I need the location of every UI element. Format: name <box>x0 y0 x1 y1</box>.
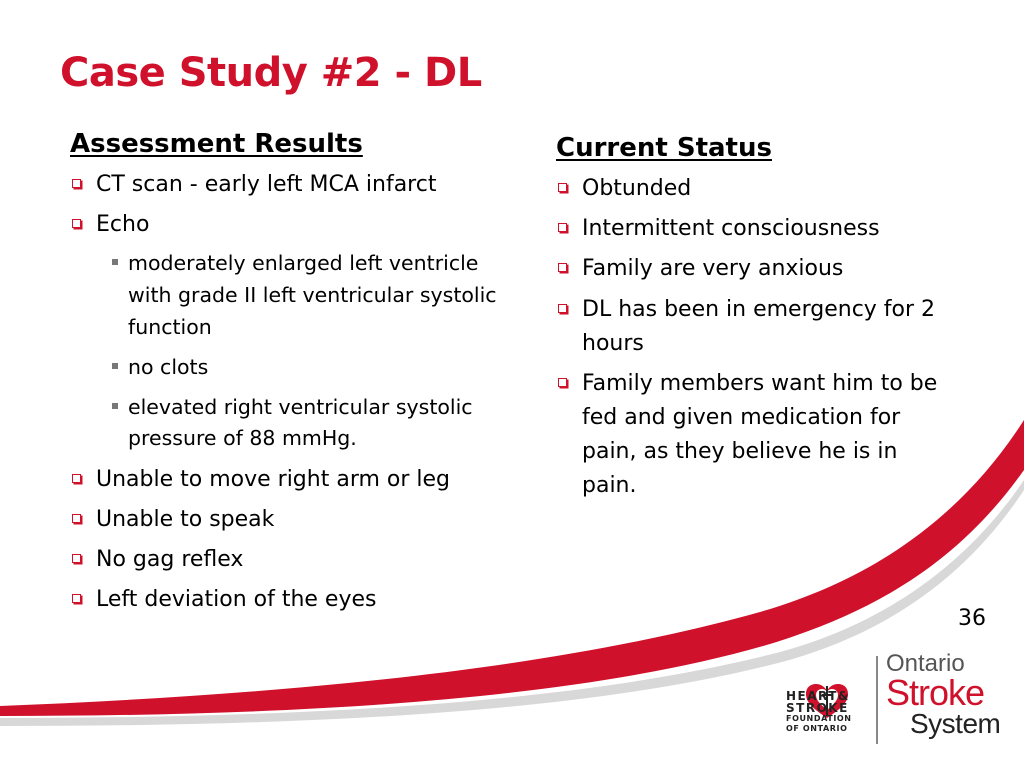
list-item <box>70 543 510 577</box>
small-square-bullet-icon <box>112 363 118 369</box>
list-item <box>556 252 956 286</box>
sublist-item-text: moderately enlarged left ventricle with grade II left ventricular systolic function <box>128 251 497 340</box>
list-item-text: Echo <box>96 212 150 238</box>
list-item-text: Unable to speak <box>96 507 275 533</box>
square-bullet-icon <box>72 179 81 188</box>
square-bullet-icon <box>558 183 567 192</box>
list-item-text: DL has been in emergency for 2 hours <box>582 296 936 356</box>
list-item <box>556 172 956 206</box>
status-heading: Current Status <box>556 133 772 163</box>
list-item <box>556 293 956 361</box>
list-item-text: Family are very anxious <box>582 256 844 282</box>
assessment-list-continued <box>70 463 510 617</box>
square-bullet-icon <box>558 263 567 272</box>
square-bullet-icon <box>558 223 567 232</box>
list-item <box>556 212 956 246</box>
logo-divider <box>876 656 878 744</box>
square-bullet-icon <box>72 474 81 483</box>
ontario-stroke-system-logo <box>886 650 1000 738</box>
status-column <box>556 128 956 509</box>
list-item-text: No gag reflex <box>96 547 244 573</box>
sublist-item <box>106 248 510 343</box>
list-item-text: Intermittent consciousness <box>582 216 880 242</box>
list-item-text: Obtunded <box>582 176 692 202</box>
list-item-text: Unable to move right arm or leg <box>96 467 451 493</box>
square-bullet-icon <box>72 554 81 563</box>
square-bullet-icon <box>558 304 567 313</box>
square-bullet-icon <box>72 514 81 523</box>
slide-title: Case Study #2 - DL <box>60 50 482 96</box>
square-bullet-icon <box>72 594 81 603</box>
list-item <box>70 208 510 242</box>
list-item <box>70 583 510 617</box>
list-item-text: Left deviation of the eyes <box>96 587 377 613</box>
logo-text-line: FOUNDATION <box>786 714 852 723</box>
list-item <box>70 168 510 202</box>
logo-text-line: OF ONTARIO <box>786 724 848 733</box>
logo-text-system: System <box>910 708 1001 739</box>
sublist-item <box>106 392 510 456</box>
list-item-text: Family members want him to be fed and given medication for pain, as they believe he is in pain. <box>582 370 938 499</box>
list-item <box>70 463 510 497</box>
assessment-heading: Assessment Results <box>70 129 363 159</box>
list-item <box>556 367 956 503</box>
small-square-bullet-icon <box>112 259 118 265</box>
list-item <box>70 503 510 537</box>
square-bullet-icon <box>72 219 81 228</box>
assessment-list <box>70 168 510 242</box>
page-number: 36 <box>958 606 986 631</box>
logo-text-line: STROKE <box>786 701 849 715</box>
logo-text-line: HEART& <box>786 689 850 703</box>
status-list <box>556 172 956 503</box>
sublist-item-text: elevated right ventricular systolic pressure of 88 mmHg. <box>128 394 473 451</box>
logo-text-ontario: Ontario <box>886 650 965 677</box>
list-item-text: CT scan - early left MCA infarct <box>96 172 437 198</box>
assessment-column <box>70 124 510 623</box>
heart-and-stroke-wordmark <box>786 690 866 734</box>
small-square-bullet-icon <box>112 403 118 409</box>
echo-sublist <box>106 248 510 455</box>
sublist-item-text: no clots <box>128 354 209 379</box>
square-bullet-icon <box>558 378 567 387</box>
sublist-item <box>106 352 510 384</box>
logo-text-stroke: Stroke <box>886 672 985 713</box>
